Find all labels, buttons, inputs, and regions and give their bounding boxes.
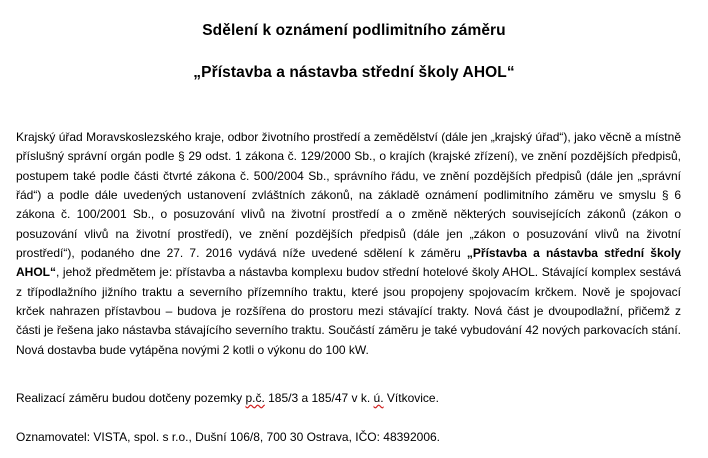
project-title: „Přístavba a nástavba střední školy AHOL“ bbox=[193, 64, 515, 81]
notifier-paragraph: Oznamovatel: VISTA, spol. s r.o., Dušní 106/8, 700 30 Ostrava, IČO: 48392006. bbox=[16, 430, 441, 444]
parcels-text-a: Realizací záměru budou dotčeny pozemky bbox=[16, 391, 246, 405]
land-parcels-paragraph bbox=[16, 389, 439, 407]
parcels-text-b: 185/3 a 185/47 v k. bbox=[264, 391, 374, 405]
parcel-abbrev-spellcheck: p.č. bbox=[245, 391, 265, 405]
project-name-bold: „Přístavba a nástavba střední školy AHOL“ bbox=[16, 246, 681, 280]
area-abbrev-spellcheck: ú. bbox=[373, 391, 384, 405]
parcels-text-c: Vítkovice. bbox=[383, 391, 439, 405]
paragraph-description: , jehož předmětem je: přístavba a nástavba komplexu budov střední hotelové školy AHOL. Stávající komplex sestává z třípodlažního jižního traktu a severního přízemního traktu, které jsou propojeny spojovacím krčkem. Nově je spojovací krček nahrazen přístavbou – budova je rozšířena do prostoru mezi stávající trakty. Nová část je dvoupodlažní, přičemž z části je řešena jako nástavba stávajícího severního traktu. Součástí záměru je také vybudování 42 nových parkovacích stání. Nová dostavba bude vytápěna novými 2 kotli o výkonu do 100 kW. bbox=[16, 265, 681, 357]
document-title: Sdělení k oznámení podlimitního záměru bbox=[202, 22, 506, 39]
main-paragraph bbox=[16, 128, 681, 360]
paragraph-intro: Krajský úřad Moravskoslezského kraje, odbor životního prostředí a zemědělství (dále jen „krajský úřad“), jako věcně a místně příslušný správní orgán podle § 29 odst. 1 zákona č. 129/2000 Sb., o krajích (krajské zřízení), ve znění pozdějších předpisů, postupem také podle části čtvrté zákona č. 500/2004 Sb., správního řádu, ve znění pozdějších předpisů (dále jen „správní řád“) a podle dále uvedených ustanovení zvláštních zákonů, na základě oznámení podlimitního záměru ve smyslu § 6 zákona č. 100/2001 Sb., o posuzování vlivů na životní prostředí a o změně některých souvisejících zákonů (zákon o posuzování vlivů na životní prostředí), ve znění pozdějších předpisů (dále jen „zákon o posuzování vlivů na životní prostředí“), podaného dne 27. 7. 2016 vydává níže uvedené sdělení k záměru bbox=[16, 130, 681, 261]
